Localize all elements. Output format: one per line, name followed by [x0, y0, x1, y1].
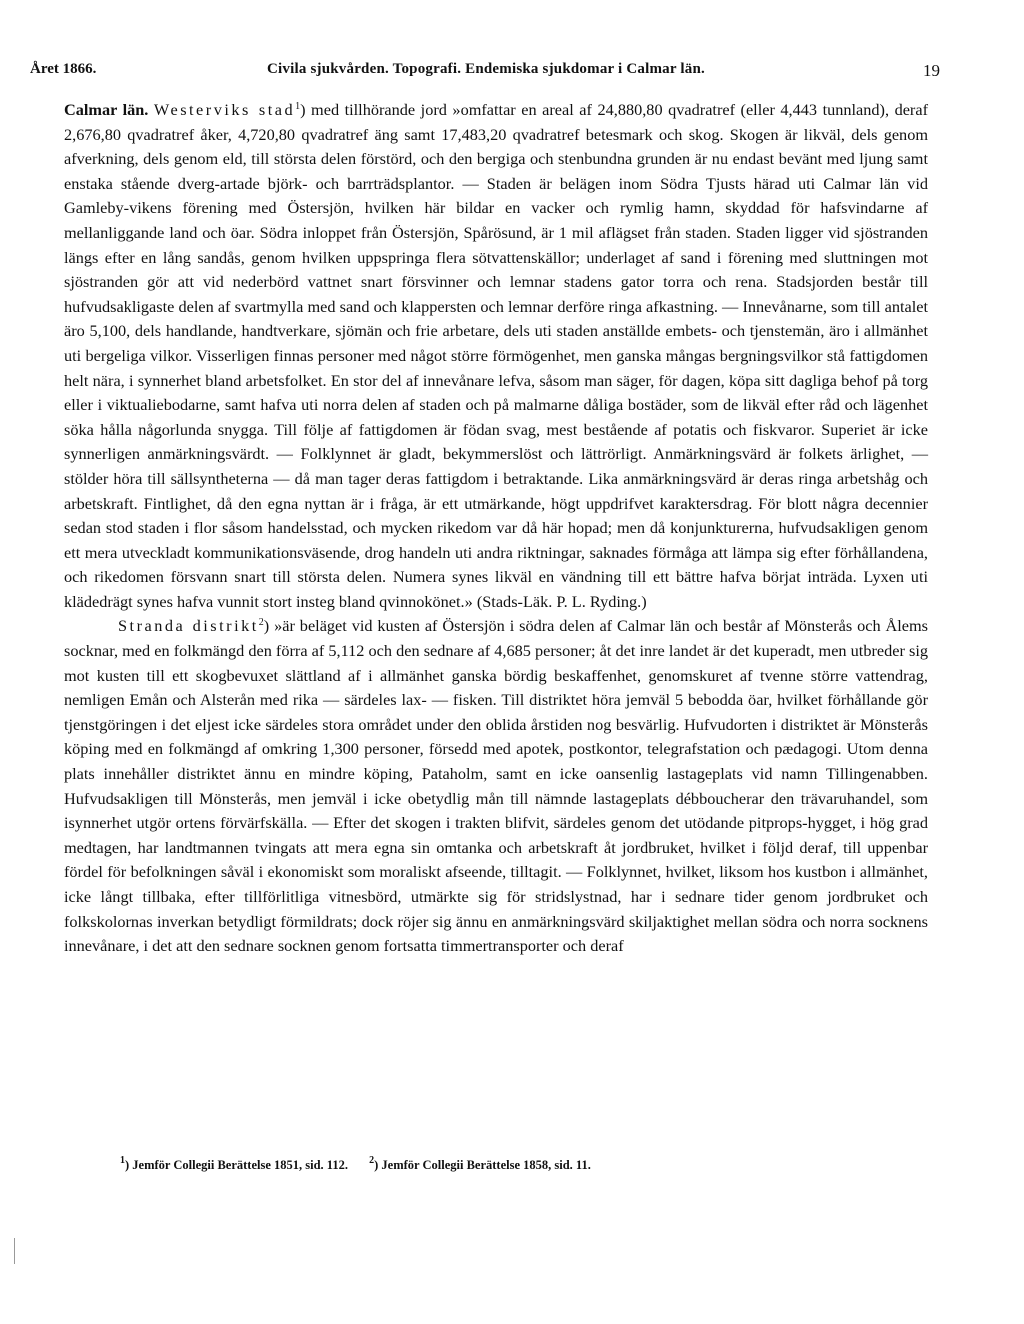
footnote: [369, 1155, 591, 1173]
footnote-text: ) Jemför Collegii Berättelse 1851, sid. 112.: [125, 1158, 348, 1172]
paragraph-westervik: [64, 98, 928, 614]
page-number: 19: [923, 61, 940, 80]
section-lead: Calmar län.: [64, 100, 149, 119]
footnote-mark: 1: [120, 1155, 125, 1166]
margin-mark: [14, 1238, 15, 1264]
footnote-ref: 1: [295, 101, 301, 112]
body-text: [64, 98, 928, 959]
paragraph-text: ) »är beläget vid kusten af Östersjön i södra delen af Calmar län och består af Mönsterås och Ålems socknar, med en folkmängd den förra af 5,112 och den sednare af 4,685 personer; åt det inre landet är det kuperadt, men utbreder sig mot kusten till ett skogbevuxet slättland af i allmänhet ganska bördig beskaffenhet, genomskuret af tvenne större vattendrag, nemligen Emån och Alsterån med rika — särdeles lax- — fisken. Till distriktet höra jemväl 5 bebodda öar, hvilket förhållande gör tjenstgöringen i det eljest icke särdeles stora området under den oblida årstiden nog besvärlig. Hufvudorten i distriktet är Mönsterås köping med en folkmängd af omkring 1,300 personer, försedd med apotek, postkontor, telegrafstation och pædagogi. Utom denna plats innehåller distriktet ännu en mindre köping, Pataholm, samt en icke oansenlig lastageplats vid namn Tillingenabben. Hufvudsakligen till Mönsterås, men jemväl i icke obetydlig mån till nämnde lastageplats débboucherar den trävaruhandel, som isynnerhet utgör ortens förvärfskälla. — Efter det skogen i trakten blifvit, särdeles genom det utödande pitprops-hygget, i hög grad medtagen, har landtmannen tvingats att mera egna sin omtanka och arbetskraft åt jordbruket, hvilket i följd deraf, till uppenbar fördel för befolkningen såväl i ekonomiskt som moraliskt afseende, tilltagit. — Folklynnet, hvilket, liksom hos kustbon i allmänhet, icke långt tillbaka, efter tillförlitliga vitnesbörd, utmärkte sig för stridslystnad, har i sednare tider genom jordbruket och folkskolornas inverkan betydligt förmildrats; dock röjer sig ännu en anmärkningsvärd skiljaktighet mellan södra och norra socknens innevånare, i det att den sednare socknen genom fortsatta timmertransporter och deraf: [64, 616, 929, 956]
paragraph-text: ) med tillhörande jord »omfattar en areal af 24,880,80 qvadratref (eller 4,443 tunnland), deraf 2,676,80 qvadratref åker, 4,720,80 qvadratref äng samt 17,483,20 qvadratref betesmark och skog. Skogen är likväl, dels genom afverkning, dels genom eld, till största delen förstörd, och den bergiga och stenbundna grunden är nu endast bevänt med ljung samt enstaka stående dverg-artade björk- och barrträdsplantor. — Staden är belägen inom Södra Tjusts härad uti Calmar län vid Gamleby-vikens förening med Östersjön, hvilken här bildar en vacker och rymlig hamn, skyddad för hafsvindarne af mellanliggande land och öar. Södra inloppet från Östersjön, Spårösund, är 1 mil aflägset från staden. Staden ligger vid sjöstranden längs efter en lång sandås, genom hvilken uppspringa flera sötvattenskällor; underlaget af sand i förening med sluttningen mot sjöstranden gör att vid nederbörd vattnet snart försvinner och lemnar stadens gator torra och rena. Stadsjorden består till hufvudsakligaste delen af svartmylla med sand och klappersten och lemnar derföre ringa afkastning. — Innevånarne, som till antalet äro 5,100, dels handlande, handtverkare, sjömän och frie arbetare, dels uti staden anställde embets- och tjenstemän, äro i allmänhet uti bergeliga vilkor. Visserligen finnas personer med något större förmögenhet, men ganska mångas bergningsvilkor stå fattigdomen helt nära, i synnerhet bland arbetsfolket. En stor del af innevånare lefva, såsom man säger, för dagen, köpa sitt dagliga behof på torg eller i viktualiebodarne, samt hafva uti norra delen af staden och på malmarne dåliga bostäder, som de likväl efter råd och lägenhet söka hålla någorlunda snygga. Till följe af fattigdomen är födan svag, mest bestående af potatis och fiskvaror. Superiet är icke synnerligen anmärkningsvärdt. — Folklynnet är gladt, bekymmerslöst och lättrörligt. Anmärkningsvärd är folkets ärlighet, — stölder höra till sällsyntheterna — då man tager deras fattigdom i betraktande. Lika anmärkningsvärd är deras ringa arbetshåg och arbetskraft. Fintlighet, då den egna nyttan är i fråga, är ett utmärkande, högt uppdrifvet karaktersdrag. För blott några decennier sedan stod staden i flor såsom handelsstad, och mycken rikedom var då här hopad; men då konjunkturerna, hufvudsakligen genom ett mera utveckladt kommunikationsväsende, drog handeln uti andra riktningar, saknades förmåga att lämpa sig efter förhållandena, och rikedomen försvann snart till största delen. Numera synes likväl en vändning till ett bättre hafva börjat inträda. Lyxen uti klädedrägt synes hafva vunnit stort insteg bland qvinnokönet.» (Stads-Läk. P. L. Ryding.): [64, 100, 928, 611]
paragraph-stranda: [64, 614, 928, 958]
footnotes: [120, 1155, 920, 1173]
footnote-ref: 2: [258, 617, 264, 629]
paragraph-heading: Stranda distrikt: [118, 616, 259, 636]
footnote-mark: 2: [369, 1155, 375, 1166]
header-year: Året 1866.: [30, 61, 97, 77]
paragraph-heading: Westerviks stad: [153, 100, 296, 119]
footnote: [120, 1155, 348, 1173]
footnote-text: ) Jemför Collegii Berättelse 1858, sid. 11.: [374, 1158, 591, 1172]
header-title: Civila sjukvården. Topografi. Endemiska sjukdomar i Calmar län.: [267, 61, 705, 77]
running-header: [30, 61, 940, 85]
